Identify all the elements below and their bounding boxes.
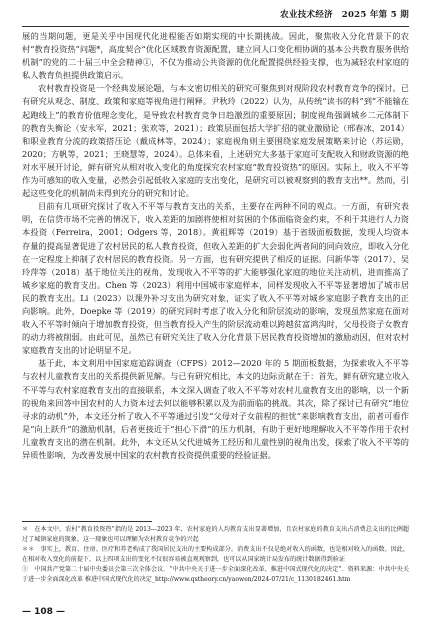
paragraph-3: 目前有几项研究探讨了收入不平等与教育支出的关系，主要存在两种不同的观点。一方面，有研究表明，在信贷市场不完善的情况下，收入差距的加剧将使相对贫困的个体面临资金约束，不利于其进行人力资本投资（Ferreira，2001；Odgers 等，2018）。黄祖辉等（2019）基于省级面板数据，发现人均资本存量的提高显著促进了农村居民的私人教育投资，但收入差距的扩大会弱化两者间的同向效应，即收入分化在一定程度上抑制了农村居民的教育投资。另一方面，也有研究提供了相反的证据。闫新华等（2017）、吴玲萍等（2018）基于地位关注的视角，发现收入不平等的扩大能够强化家庭的地位关注动机，进而推高了城乡家庭的教育支出。Chen 等（2023）利用中国城市家庭样本，同样发现收入不平等显著增加了城市居民的教育支出。Li（2023）以课外补习支出为研究对象，证实了收入不平等对城乡家庭影子教育支出的正向影响。此外，Doepke 等（2019）的研究同时考虑了收入分化和阶层流动的影响，发现虽然家庭在面对收入不平等时倾向于增加教育投资，但当教育投入产生的阶层流动难以跨越贫富鸿沟时，父母投资子女教育的动力将被削弱。由此可见，虽然已有研究关注了收入分化背景下居民教育投资增加的激励动因，但对农村家庭教育支出的讨论明显不足。: [22, 201, 409, 356]
footnote-2: ＊＊ 事实上，教育、住房、医疗和养老构成了我国居民支出的主要构成部分。消费支出不仅是绝对收入的函数，也是相对收入的函数。因此，在相对收入变化的前提下，以上四项支出的变化不仅很容易被直观观察到，也可以从国家统计局发布的统计数据得到验证: [22, 546, 409, 563]
footnote-3: ① 中国共产党第二十届中央委员会第三次全体会议．“中共中央关于进一步全面深化改革、推进中国式现代化的决定”．资料来源：中共中央关于进一步全面深化改革 推进中国式现代化的决定_http://www.qstheory.cn/yaowen/2024-07/21/c_1130182461.htm: [22, 566, 409, 583]
journal-header-title: 农业技术经济 2025 年第 5 期: [280, 10, 409, 20]
paragraph-2: 农村教育投资是一个经典发展论题，与本文密切相关的研究可聚焦到对现阶段农村教育竞争的探讨。已有研究从观念、制度、政策和家庭等视角进行阐释。尹秋玲（2022）认为，从传统“读书的料”到“不能输在起跑线上”的教育价值理念变化，是导致农村教育竞争日趋激烈的重要原因；制度视角强调城乡二元体制下的教育失衡论（安永军，2021；张欢等，2021）；政策层面包括大学扩招的就业激励论（邢春冰，2014）和职业教育分流的政策搭压论（戴成林等，2024）；家庭视角则主要围绕家庭发展策略来讨论（苏运勋，2020；方帆等，2021；王晓慧等，2024）。总体来看，上述研究大多基于家庭可支配收入和财政资源的绝对水平展开讨论，鲜有研究从相对收入变化的角度探究农村家庭“教育投资热”的原因。实际上，收入不平等作为可感知的收入变量，必然会引起低收入家庭的支出变化，是研究可以被观察到的教育支出**。然而，引起这些变化的机制尚未得到充分的研究和讨论。: [22, 83, 409, 199]
footnote-divider: [22, 521, 152, 522]
article-body: [22, 30, 409, 462]
paragraph-4: 基于此，本文利用中国家庭追踪调查（CFPS）2012—2020 年的 5 期面板数据，为探索收入不平等与农村儿童教育支出的关系提供新见解。与已有研究相比，本文的边际贡献在于：首先，鲜有研究建立收入不平等与农村家庭教育支出的直接联系，本文深入调查了收入不平等对农村儿童教育支出的影响，以一个新的视角来回答中国农村的人力资本过去何以能够积累以及为前面临的挑战。其次，除了探讨已有研究“地位寻求的动机”外，本文还分析了收入不平等通过引发“父母对子女前程的担忧”来影响教育支出，前者可看作是“向上跃升”的激励机制，后者更接近于“担心下滑”的压力机制，有助于更好地理解收入不平等作用于农村儿童教育支出的潜在机制。此外，本文还从父代进城务工经历和儿童性别的视角出发，探索了收入不平等的异质性影响，为改善发展中国家的农村教育投资提供重要的经验证据。: [22, 358, 409, 460]
paragraph-1: 展的当期问题，更是关乎中国现代化进程能否如期实现的中长期挑战。因此，聚焦收入分化背景下的农村“教育投资热”问题*，高度契合“优化区域教育资源配置，建立同人口变化相协调的基本公共教育服务供给机制”的党的二十届三中全会精神①，不仅为推动公共资源的优化配置提供经验支撑，也为减轻农村家庭的私人教育负担提供政策启示。: [22, 31, 409, 81]
footnotes: [22, 525, 409, 585]
footnote-1: ＊ 在本文中，农村“教育投资热”指的是 2013—2023 年，农村家庭的人均教育支出显著增加，且农村家庭的教育支出占消费总支出的比例超过了城镇家庭的现象。这一现象也可以理解为农村教育竞争的兴起: [22, 526, 409, 543]
page-number: — 108 —: [22, 607, 66, 617]
running-header: [22, 6, 409, 27]
